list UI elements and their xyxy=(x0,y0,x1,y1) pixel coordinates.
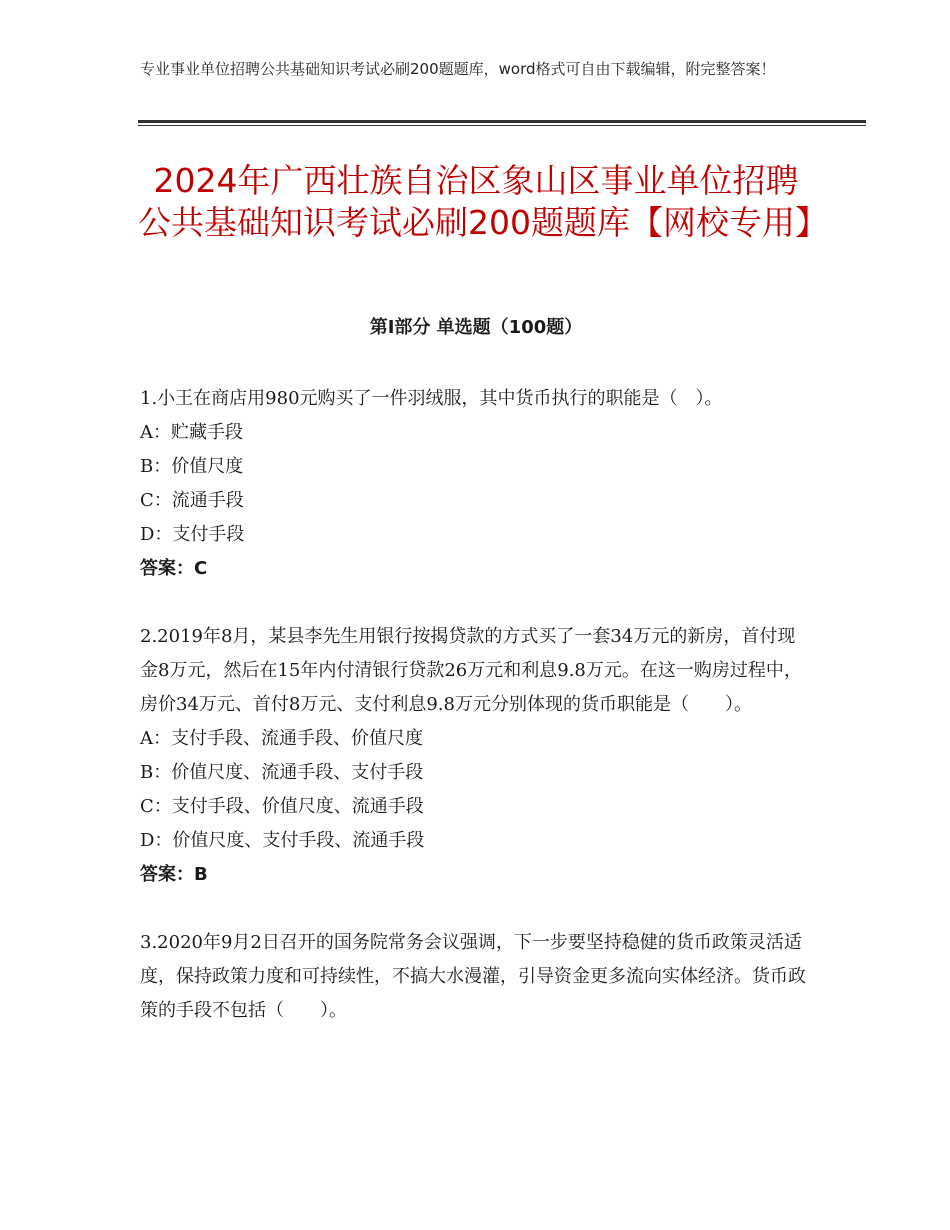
question-stem: 1.小王在商店用980元购买了一件羽绒服，其中货币执行的职能是（ ）。 xyxy=(140,388,723,409)
answer-key: 答案：C xyxy=(140,558,208,579)
header-divider-thick xyxy=(138,120,866,123)
question-3 xyxy=(140,926,810,1028)
option-b: B：价值尺度 xyxy=(140,456,244,477)
question-stem: 2.2019年8月，某县李先生用银行按揭贷款的方式买了一套34万元的新房，首付现金8万元，然后在15年内付清银行贷款26万元和利息9.8万元。在这一购房过程中，房价34万元、首付8万元、支付利息9.8万元分别体现的货币职能是（ ）。 xyxy=(140,626,802,715)
option-c: C：流通手段 xyxy=(140,490,244,511)
document-title: 2024年广西壮族自治区象山区事业单位招聘公共基础知识考试必刷200题题库【网校专用】 xyxy=(138,161,828,242)
header-divider-thin xyxy=(138,125,866,126)
question-list xyxy=(140,382,810,1062)
option-d: D：价值尺度、支付手段、流通手段 xyxy=(140,830,425,851)
question-stem: 3.2020年9月2日召开的国务院常务会议强调，下一步要坚持稳健的货币政策灵活适度，保持政策力度和可持续性，不搞大水漫灌，引导资金更多流向实体经济。货币政策的手段不包括（ ）。 xyxy=(140,932,806,1021)
question-2 xyxy=(140,620,810,892)
option-a: A：贮藏手段 xyxy=(140,422,243,443)
header-note: 专业事业单位招聘公共基础知识考试必刷200题题库，word格式可自由下载编辑，附完整答案！ xyxy=(140,60,776,78)
section-heading: 第Ⅰ部分 单选题（100题） xyxy=(369,317,583,338)
option-b: B：价值尺度、流通手段、支付手段 xyxy=(140,762,424,783)
option-c: C：支付手段、价值尺度、流通手段 xyxy=(140,796,424,817)
question-1 xyxy=(140,382,810,586)
option-a: A：支付手段、流通手段、价值尺度 xyxy=(140,728,423,749)
option-d: D：支付手段 xyxy=(140,524,245,545)
answer-key: 答案：B xyxy=(140,864,208,885)
